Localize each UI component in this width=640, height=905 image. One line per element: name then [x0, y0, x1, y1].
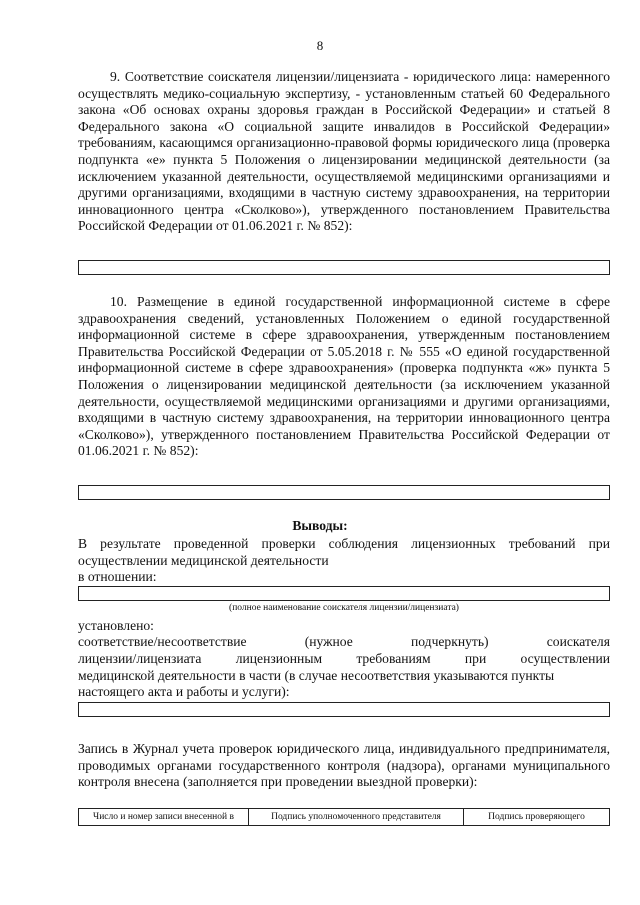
compliance-line-4: настоящего акта и работы и услуги):: [78, 684, 290, 699]
compliance-word: подчеркнуть): [410, 634, 489, 649]
item-9-answer-field[interactable]: [78, 260, 610, 275]
item-9-body: Соответствие соискателя лицензии/лицензиата - юридического лица: намеренного осуществлять медико-социальную экспертизу, - установленным статьей 60 Федерального закона «Об основах охраны здоровья граждан в Российской Федерации» и статьей 8 Федерального закона «О социальной защите инвалидов в Российской Федерации» требованиям, касающимся организационно-правовой формы юридического лица (проверка подпункта «е» пункта 5 Положения о лицензировании медицинской деятельности (за исключением указанной деятельности, осуществляемой медицинскими организациями и другими организациями, входящими в частную систему здравоохранения, на территории инновационного центра «Сколково»), утвержденного постановлением Правительства Российской Федерации от 01.06.2021 г. № 852):: [78, 69, 610, 234]
compliance-word: при: [464, 651, 487, 666]
conclusions-heading: Выводы:: [292, 518, 348, 533]
signature-column-inspector: Подпись проверяющего: [463, 809, 609, 825]
compliance-word: соискателя: [546, 634, 610, 649]
signature-table: [78, 808, 610, 826]
applicant-name-caption: (полное наименование соискателя лицензии/лицензиата): [229, 603, 459, 613]
page-number: 8: [316, 38, 324, 53]
compliance-word: осуществлении: [520, 651, 610, 666]
journal-text: Запись в Журнал учета проверок юридического лица, индивидуального предпринимателя, проводимых органами государственного контроля (надзора), органами муниципального контроля внесена (заполняется при проведении выездной проверки):: [78, 741, 610, 790]
compliance-word: лицензионным: [235, 651, 323, 666]
item-10-body: Размещение в единой государственной информационной системе в сфере здравоохранения сведений, установленных Положением о единой государственной информационной системе в сфере здравоохранения, утвержденным постановлением Правительства Российской Федерации от 5.05.2018 г. № 555 «О единой государственной информационной системе в сфере здравоохранения» (проверка подпункта «ж» пункта 5 Положения о лицензировании медицинской деятельности (за исключением указанной деятельности, осуществляемой медицинскими организациями и другими организациями, входящими в частную систему здравоохранения, на территории инновационного центра «Сколково»), утвержденного постановлением Правительства Российской Федерации от 01.06.2021 г. № 852):: [78, 294, 610, 459]
compliance-line-1: [78, 634, 610, 651]
compliance-line-2: [78, 651, 610, 668]
item-9-number: 9.: [110, 69, 121, 84]
compliance-word: соответствие/несоответствие: [78, 634, 247, 649]
item-10-answer-field[interactable]: [78, 485, 610, 500]
compliance-word: (нужное: [304, 634, 353, 649]
item-10-number: 10.: [110, 294, 127, 309]
conclusions-regarding: в отношении:: [78, 569, 157, 584]
signature-column-entry: Число и номер записи внесенной в: [93, 812, 234, 822]
signature-column-representative: Подпись уполномоченного представителя: [248, 809, 463, 825]
conclusions-intro: В результате проведенной проверки соблюдения лицензионных требований при осуществлении медицинской деятельности: [78, 536, 610, 568]
compliance-answer-field[interactable]: [78, 702, 610, 717]
item-10-text: [78, 294, 610, 460]
established-label: установлено:: [78, 618, 154, 633]
compliance-word: лицензии/лицензиата: [78, 651, 202, 666]
applicant-name-field[interactable]: [78, 586, 610, 601]
compliance-line-3: медицинской деятельности в части (в случае несоответствия указываются пункты: [78, 668, 555, 683]
compliance-word: требованиям: [356, 651, 431, 666]
item-9-text: [78, 69, 610, 235]
